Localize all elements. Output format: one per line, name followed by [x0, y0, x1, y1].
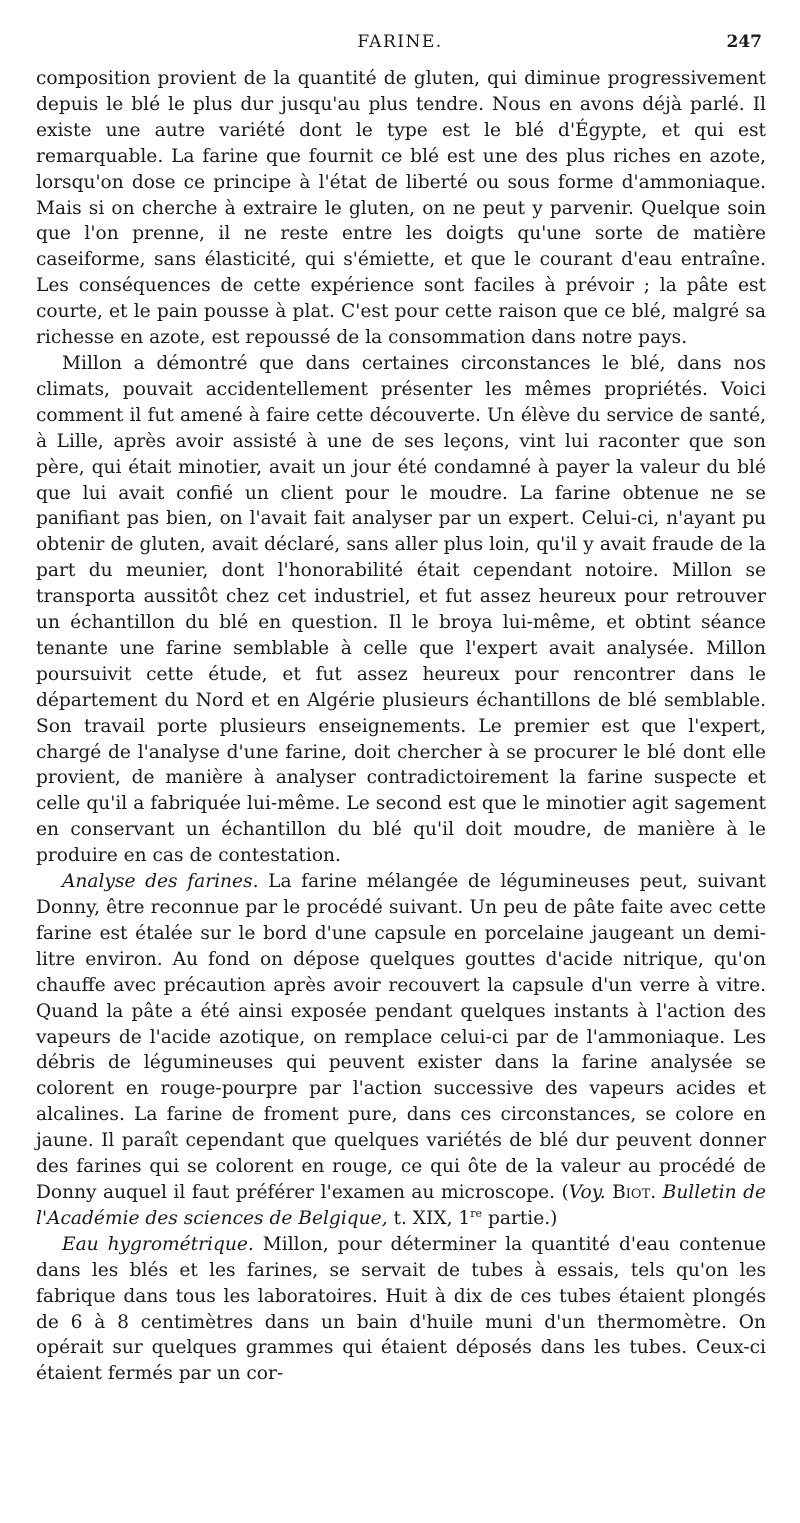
reference-part: partie.): [482, 1207, 558, 1229]
paragraph-flour-analysis: [36, 869, 766, 1232]
reference-voy: Voy.: [568, 1181, 606, 1203]
hygrometric-text: Millon, pour déterminer la quantité d'eau contenue dans les blés et les farines, se servait de tubes à essais, tels qu'on les fabrique dans tous les laboratoires. Huit à dix de ces tubes étaient plongés de 6 à 8 centimètres dans un bain d'huile muni d'un thermomètre. On opérait sur quelques grammes qui étaient déposés dans les tubes. Ceux-ci étaient fermés par un cor-: [36, 1233, 766, 1385]
reference-volume: t. XIX, 1: [387, 1207, 471, 1229]
running-title: FARINE.: [357, 32, 443, 52]
reference-author: Biot.: [605, 1181, 663, 1203]
running-header: [0, 32, 800, 56]
reference-title: Bulletin de l'Académie des sciences de Belgique,: [36, 1181, 767, 1229]
reference-superscript: re: [470, 1206, 483, 1220]
section-heading-analyse: Analyse des farines.: [62, 871, 259, 893]
flour-analysis-text: La farine mélangée de légumineuses peut, suivant Donny, être reconnue par le procédé suivant. Un peu de pâte faite avec cette farine est étalée sur le bord d'une capsule en porcelaine jaugeant un demi-litre environ. Au fond on dépose quelques gouttes d'acide nitrique, qu'on chauffe avec précaution après avoir recouvert la capsule d'un verre à vitre. Quand la pâte a été ainsi exposée pendant quelques instants à l'action des vapeurs de l'acide azotique, on remplace celui-ci par de l'ammoniaque. Les débris de légumineuses qui peuvent exister dans la farine analysée se colorent en rouge-pourpre par l'action successive des vapeurs acides et alcalines. La farine de froment pure, dans ces circonstances, se colore en jaune. Il paraît cependant que quelques variétés de blé dur peuvent donner des farines qui se colorent en rouge, ce qui ôte de la valeur au procédé de Donny auquel il faut préférer l'examen au microscope. (: [36, 871, 766, 1203]
paragraph-millon-discovery: Millon a démontré que dans certaines circonstances le blé, dans nos climats, pouvait accidentellement présenter les mêmes propriétés. Voici comment il fut amené à faire cette découverte. Un élève du service de santé, à Lille, après avoir assisté à une de ses leçons, vint lui raconter que son père, qui était minotier, avait un jour été condamné à payer la valeur du blé que lui avait confié un client pour le moudre. La farine obtenue ne se panifiant pas bien, on l'avait fait analyser par un expert. Celui-ci, n'ayant pu obtenir de gluten, avait déclaré, sans aller plus loin, qu'il y avait fraude de la part du meunier, dont l'honorabilité était cependant notoire. Millon se transporta aussitôt chez cet industriel, et fut assez heureux pour retrouver un échantillon du blé en question. Il le broya lui-même, et obtint séance tenante une farine semblable à celle que l'expert avait analysée. Millon poursuivit cette étude, et fut assez heureux pour rencontrer dans le département du Nord et en Algérie plusieurs échantillons de blé semblable. Son travail porte plusieurs enseignements. Le premier est que l'expert, chargé de l'analyse d'une farine, doit chercher à se procurer le blé dont elle provient, de manière à analyser contradictoirement la farine suspecte et celle qu'il a fabriquée lui-même. Le second est que le minotier agit sagement en conservant un échantillon du blé qu'il doit moudre, de manière à le produire en cas de contestation.: [36, 352, 766, 867]
paragraph-hygrometric-water: [36, 1232, 766, 1387]
page-number: 247: [726, 32, 762, 52]
paragraph-gluten-varieties: composition provient de la quantité de gluten, qui diminue progressivement depuis le blé le plus dur jusqu'au plus tendre. Nous en avons déjà parlé. Il existe une autre variété dont le type est le blé d'Égypte, et qui est remarquable. La farine que fournit ce blé est une des plus riches en azote, lorsqu'on dose ce principe à l'état de liberté ou sous forme d'ammoniaque. Mais si on cherche à extraire le gluten, on ne peut y parvenir. Quelque soin que l'on prenne, il ne reste entre les doigts qu'une sorte de matière caseiforme, sans élasticité, qui s'émiette, et que le courant d'eau entraîne. Les conséquences de cette expérience sont faciles à prévoir ; la pâte est courte, et le pain pousse à plat. C'est pour cette raison que ce blé, malgré sa richesse en azote, est repoussé de la consommation dans notre pays.: [36, 68, 766, 349]
section-heading-eau: Eau hygrométrique.: [62, 1233, 254, 1255]
body-text: [36, 66, 766, 1387]
